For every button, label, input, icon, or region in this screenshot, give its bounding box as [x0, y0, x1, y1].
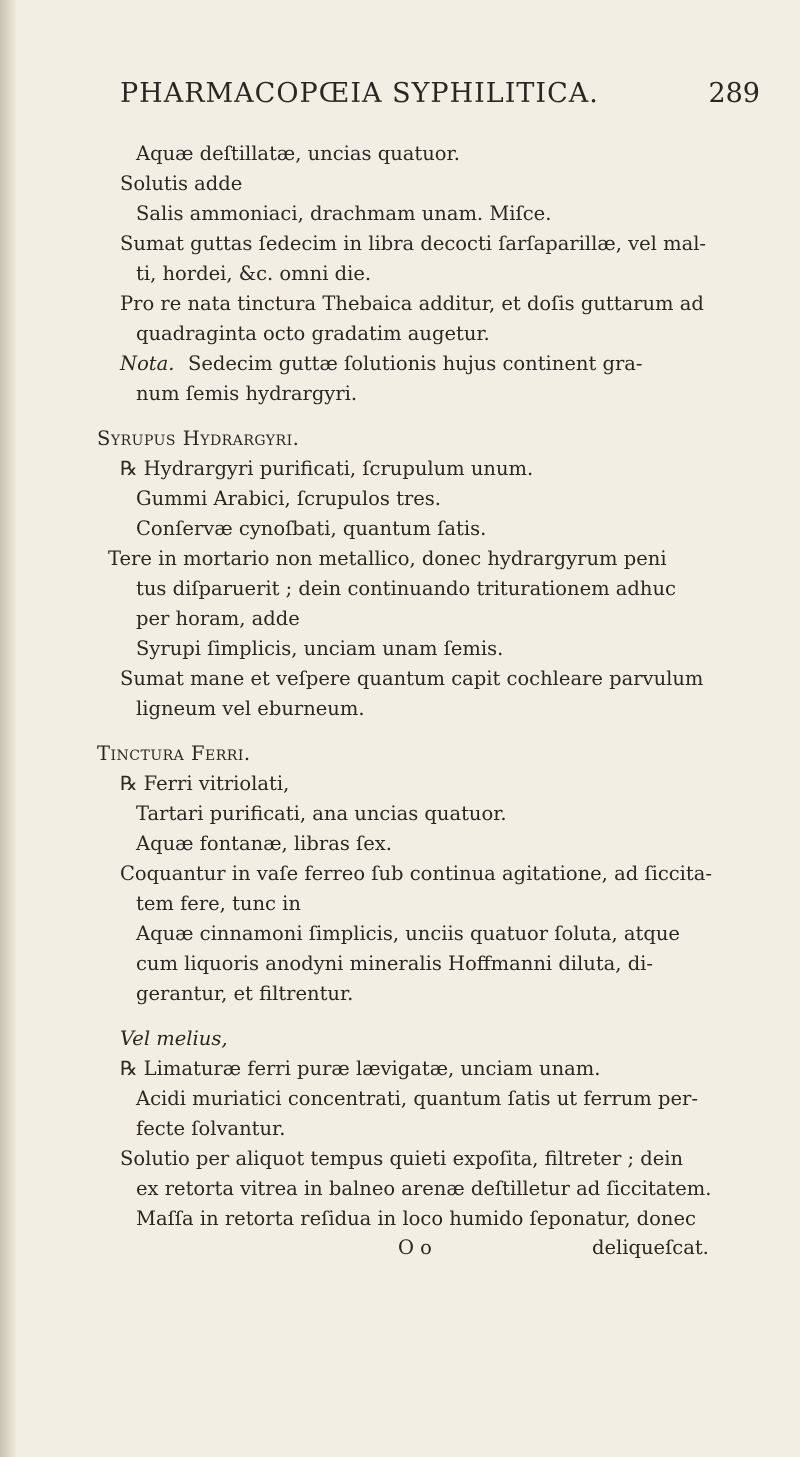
text-line: Maſſa in retorta reſidua in loco humido ſeponatur, donec: [136, 1207, 696, 1230]
subheading: Vel melius,: [120, 1027, 228, 1050]
text-line: tus diſparuerit ; dein continuando triturationem adhuc: [136, 577, 676, 600]
text-line: Syrupi ſimplicis, unciam unam ſemis.: [136, 637, 504, 660]
header-title: PHARMACOPŒIA SYPHILITICA.: [120, 78, 599, 109]
text-line: ti, hordei, &c. omni die.: [136, 262, 372, 285]
text-line: Coquantur in vaſe ferreo ſub continua agitatione, ad ſiccita-: [120, 862, 712, 885]
text-line: Tartari purificati, ana uncias quatuor.: [136, 802, 507, 825]
text-line: gerantur, et filtrentur.: [136, 982, 354, 1005]
text-line: per horam, adde: [136, 607, 300, 630]
text-line: Tere in mortario non metallico, donec hydrargyrum peni: [108, 547, 667, 570]
page-number: 289: [708, 78, 760, 109]
text-line: ligneum vel eburneum.: [136, 697, 365, 720]
text-line: Aquæ fontanæ, libras ſex.: [136, 832, 392, 855]
text-line: Gummi Arabici, ſcrupulos tres.: [136, 487, 442, 510]
text-line: ℞ Hydrargyri purificati, ſcrupulum unum.: [120, 457, 534, 480]
text-line: Sumat guttas ſedecim in libra decocti ſarſaparillæ, vel mal-: [120, 232, 707, 255]
section-heading: Syrupus Hydrargyri.: [97, 427, 300, 450]
text-line: Acidi muriatici concentrati, quantum ſatis ut ferrum per-: [136, 1087, 698, 1110]
text-line: Aquæ cinnamoni ſimplicis, unciis quatuor ſoluta, atque: [136, 922, 680, 945]
text-line: Sumat mane et veſpere quantum capit cochleare parvulum: [120, 667, 704, 690]
text-line: Aquæ deſtillatæ, uncias quatuor.: [136, 142, 460, 165]
text-line: ex retorta vitrea in balneo arenæ deſtilletur ad ſiccitatem.: [136, 1177, 712, 1200]
text-line: Conſervæ cynoſbati, quantum ſatis.: [136, 517, 487, 540]
text-line: Sedecim guttæ ſolutionis hujus continent gra-: [188, 352, 643, 375]
text-line: quadraginta octo gradatim augetur.: [136, 322, 490, 345]
text-line: Solutio per aliquot tempus quieti expoſita, filtreter ; dein: [120, 1147, 684, 1170]
nota-label: Nota.: [120, 352, 175, 375]
signature-mark: O o: [398, 1236, 432, 1259]
text-line: num ſemis hydrargyri.: [136, 382, 358, 405]
page-edge-shadow: [0, 0, 16, 1457]
text-line: cum liquoris anodyni mineralis Hoffmanni diluta, di-: [136, 952, 654, 975]
text-line: ℞ Limaturæ ferri puræ lævigatæ, unciam unam.: [120, 1057, 601, 1080]
text-line: tem fere, tunc in: [136, 892, 301, 915]
catchword: deliqueſcat.: [592, 1236, 709, 1259]
running-header: [120, 78, 760, 118]
text-line: Salis ammoniaci, drachmam unam. Miſce.: [136, 202, 552, 225]
text-line: fecte ſolvantur.: [136, 1117, 286, 1140]
text-line: Solutis adde: [120, 172, 243, 195]
text-line: Pro re nata tinctura Thebaica additur, et doſis guttarum ad: [120, 292, 704, 315]
section-heading: Tinctura Ferri.: [97, 742, 251, 765]
text-line: ℞ Ferri vitriolati,: [120, 772, 290, 795]
